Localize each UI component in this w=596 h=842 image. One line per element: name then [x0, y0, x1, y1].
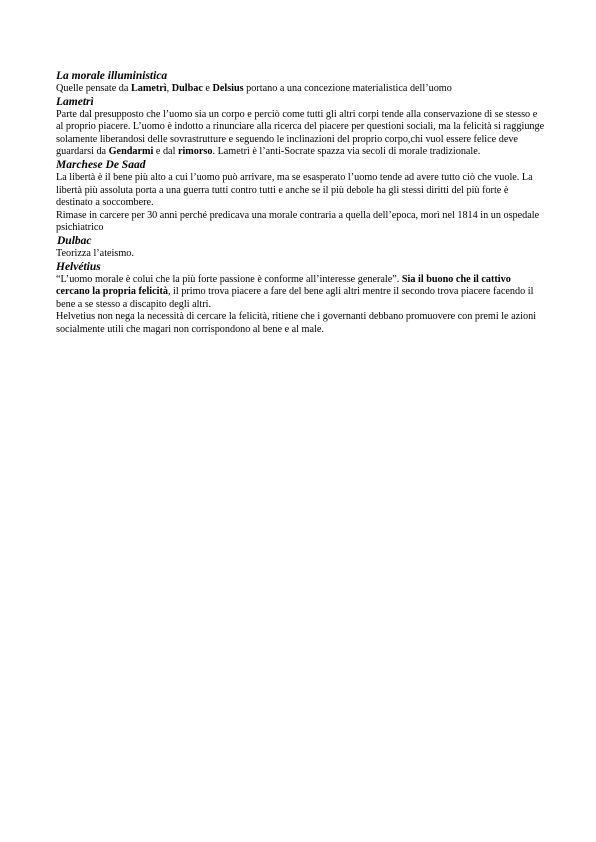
bold-text-run: rimorso: [177, 146, 213, 158]
paragraph: [56, 274, 546, 312]
paragraph: [56, 172, 546, 210]
text-run: , il primo trova piacere a fare del bene agli altri mentre il secondo trova piacere facendo il bene a se stesso a discapito degli altri.: [56, 286, 534, 310]
text-run: Helvetius non nega la necessità di cercare la felicità, ritiene che i governanti debbano promuovere con premi le azioni socialmente utili che magari non corrispondono al bene e al male.: [56, 311, 537, 335]
text-run: Parte dal presupposto che l’uomo sia un corpo e perciò come tutti gli altri corpi tende alla conservazione di se stesso e al proprio piacere. L’uomo è indotto a rinunciare alla ricerca del piacere per questioni sociali, ma la felicità si raggiunge solamente liberandosi delle sovrastrutture e seguendo le inclinazioni del proprio corpo,chi vuol essere felice deve guardarsi da: [56, 108, 545, 158]
section-heading: La morale illuministica: [56, 70, 168, 82]
paragraph: [56, 210, 546, 235]
text-run: Quelle pensate da: [56, 83, 131, 94]
section-heading: Dulbac: [57, 234, 92, 247]
text-run: La libertà è il bene più alto a cui l’uomo può arrivare, ma se esasperato l’uomo tende ad avere tutto ciò che vuole. La libertà più assoluta porta a una guerra tutti contro tutti e anche se il più debole ha gli stessi diritti del più forte è destinato a soccombere.: [56, 171, 533, 209]
text-run: portano a una concezione materialistica dell’uomo: [243, 83, 452, 94]
paragraph: [56, 109, 546, 159]
paragraph: [56, 311, 546, 336]
text-run: . Lametrì è l’anti-Socrate spazza via secoli di morale tradizionale.: [212, 146, 481, 158]
text-run: Teorizza l’ateismo.: [56, 247, 134, 259]
bold-text-run: Lametrì: [130, 83, 167, 94]
section-heading: Helvétius: [56, 260, 101, 273]
section-heading: Lametrì: [56, 95, 94, 108]
paragraph: [56, 248, 546, 261]
text-run: ,: [166, 83, 172, 94]
bold-text-run: Gendarmi: [108, 146, 154, 158]
text-run: e dal: [153, 146, 178, 158]
document-body: [56, 70, 546, 337]
bold-text-run: Dulbac: [171, 83, 203, 94]
paragraph: [56, 83, 546, 96]
bold-text-run: Delsius: [212, 83, 244, 94]
bold-text-run: Sia il buono che il cattivo cercano la propria felicità: [56, 273, 511, 298]
section-heading: Marchese De Saad: [56, 158, 146, 171]
text-run: “L’uomo morale è colui che la più forte passione è conforme all’interesse generale”.: [56, 273, 402, 285]
text-run: Rimase in carcere per 30 anni perché predicava una morale contraria a quella dell’epoca, morì nel 1814 in un ospedale psichiatrico: [56, 209, 540, 234]
text-run: e: [202, 83, 213, 94]
